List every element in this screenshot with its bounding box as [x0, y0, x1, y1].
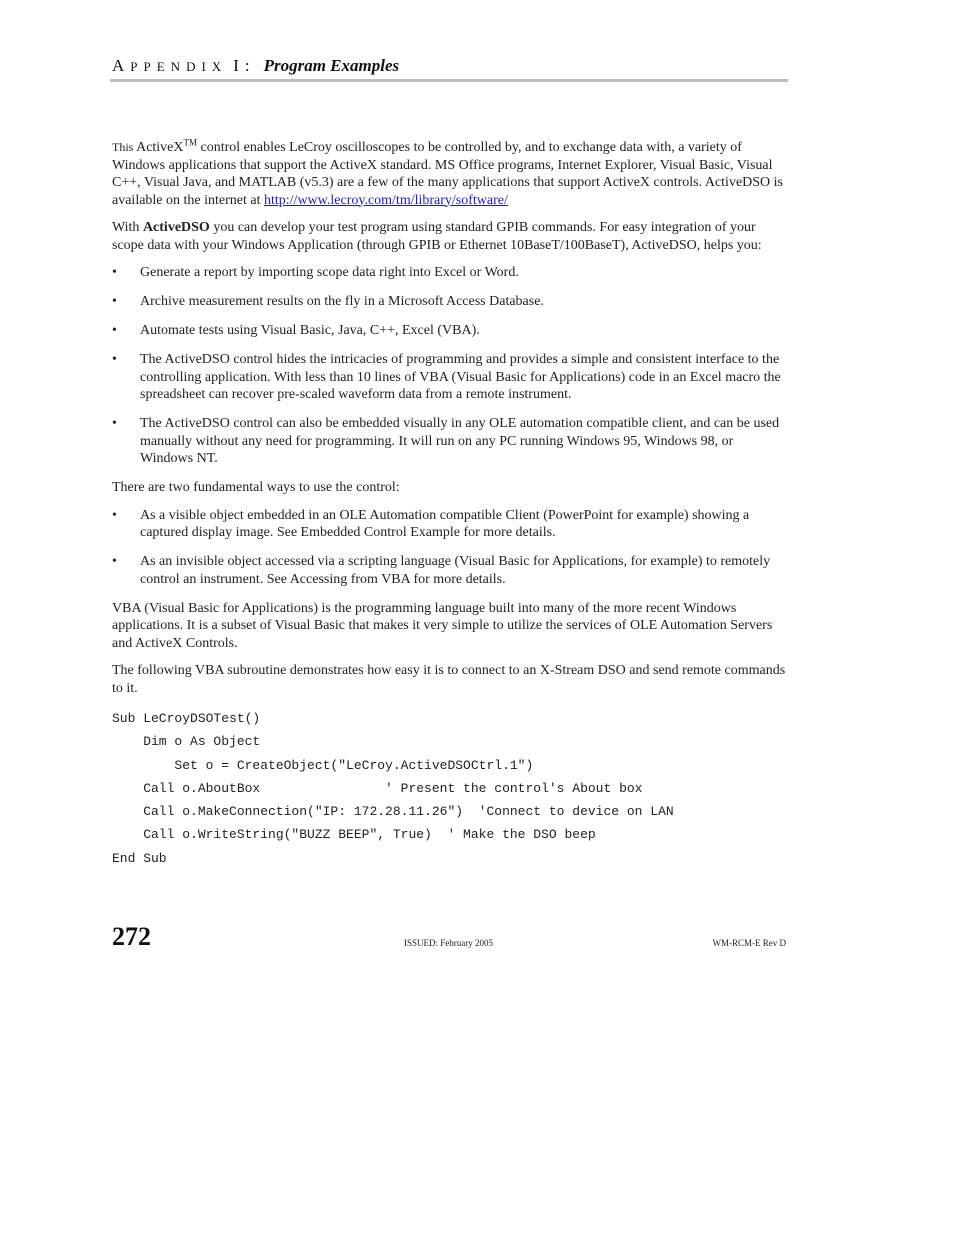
- list-item: • Archive measurement results on the fly in a Microsoft Access Database.: [112, 293, 786, 311]
- with-activedso-paragraph: [112, 219, 786, 254]
- with-lead: With: [112, 220, 143, 235]
- trademark-mark: TM: [183, 137, 198, 148]
- list-item: • Automate tests using Visual Basic, Java, C++, Excel (VBA).: [112, 322, 786, 340]
- page-content: [112, 139, 786, 870]
- intro-this: This: [112, 140, 134, 154]
- activedso-bold: ActiveDSO: [142, 220, 210, 235]
- usage-ways-list: [112, 507, 786, 589]
- helps-you-list: [112, 264, 786, 468]
- header-rule: [110, 79, 788, 82]
- list-item: • As an invisible object accessed via a scripting language (Visual Basic for Applications, for example) to remotely control an instrument. See Accessing from VBA for more details.: [112, 553, 786, 588]
- appendix-label: APPENDIX: [112, 56, 228, 75]
- code-line: Call o.AboutBox ' Present the control's About box: [112, 780, 643, 796]
- intro-product: ActiveX: [136, 140, 184, 155]
- code-line: End Sub: [112, 850, 167, 866]
- appendix-number: I:: [233, 56, 256, 75]
- with-text: you can develop your test program using standard GPIB commands. For easy integration of your scope data with your Windows Application (through GPIB or Ethernet 10BaseT/100BaseT), ActiveDSO, helps you:: [112, 220, 762, 253]
- page-number: 272: [112, 922, 151, 951]
- list-item: • As a visible object embedded in an OLE Automation compatible Client (PowerPoint for example) showing a captured display image. See Embedded Control Example for more details.: [112, 507, 786, 542]
- list-item: • Generate a report by importing scope data right into Excel or Word.: [112, 264, 786, 282]
- code-line: Set o = CreateObject("LeCroy.ActiveDSOCtrl.1"): [112, 757, 534, 773]
- two-ways-paragraph: There are two fundamental ways to use the control:: [112, 480, 400, 495]
- section-title: Program Examples: [263, 56, 400, 75]
- document-id: WM-RCM-E Rev D: [712, 938, 786, 948]
- code-line: Call o.MakeConnection("IP: 172.28.11.26") 'Connect to device on LAN: [112, 804, 674, 820]
- code-line: Call o.WriteString("BUZZ BEEP", True) ' Make the DSO beep: [112, 827, 596, 843]
- list-item: • The ActiveDSO control can also be embedded visually in any OLE automation compatible client, and can be used manually without any need for programming. It will run on any PC running Windows 95, Windows 98, or Windows NT.: [112, 415, 786, 468]
- code-line: Dim o As Object: [112, 734, 261, 750]
- issued-date: ISSUED: February 2005: [404, 938, 493, 948]
- page-footer: [112, 922, 786, 952]
- intro-paragraph: [112, 139, 786, 209]
- list-item: • The ActiveDSO control hides the intricacies of programming and provides a simple and consistent interface to the controlling application. With less than 10 lines of VBA (Visual Basic for Applications) code in an Excel macro the spreadsheet can recover pre-scaled waveform data from a remote instrument.: [112, 351, 786, 404]
- following-paragraph: The following VBA subroutine demonstrates how easy it is to connect to an X-Stream DSO and send remote commands to it.: [112, 663, 786, 696]
- vba-code-block: [112, 707, 786, 870]
- software-library-link[interactable]: http://www.lecroy.com/tm/library/software/: [264, 192, 508, 208]
- code-line: Sub LeCroyDSOTest(): [112, 711, 261, 726]
- header-line: [112, 55, 788, 78]
- vba-paragraph: VBA (Visual Basic for Applications) is the programming language built into many of the more recent Windows applications. It is a subset of Visual Basic that makes it very simple to utilize the services of OLE Automation Servers and ActiveX Controls.: [112, 600, 773, 651]
- page-header: [112, 55, 788, 78]
- intro-text: control enables LeCroy oscilloscopes to be controlled by, and to exchange data with, a variety of Windows applications that support the ActiveX standard. MS Office programs, Internet Explorer, Visual Basic, Visual C++, Visual Java, and MATLAB (v5.3) are a few of the many applications that support ActiveX controls. ActiveDSO is available on the internet at: [112, 140, 784, 208]
